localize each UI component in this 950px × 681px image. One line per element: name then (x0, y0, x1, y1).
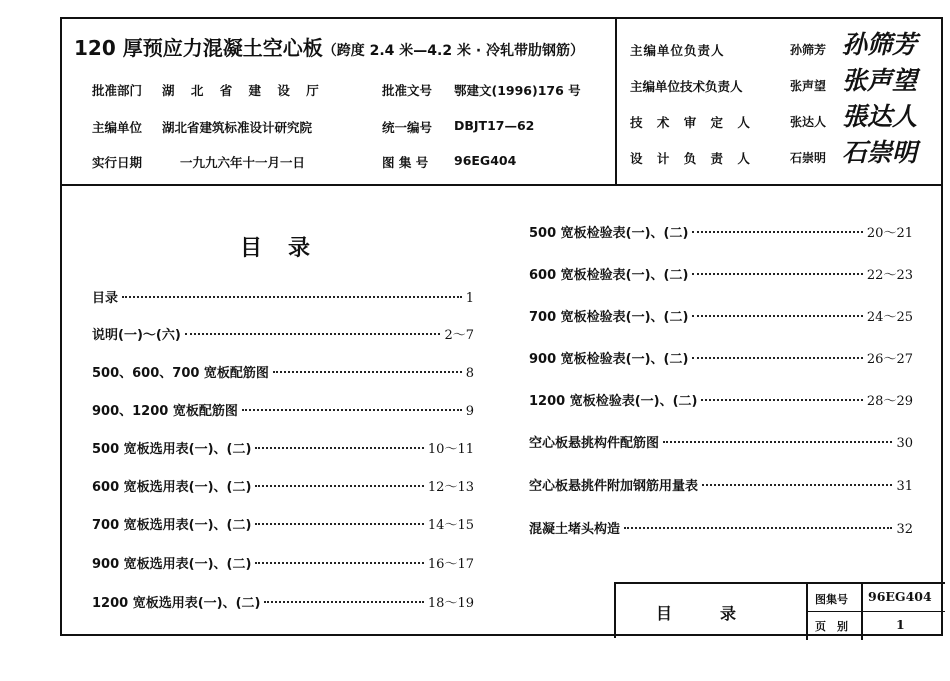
toc-item-title: 目录 (92, 291, 119, 306)
toc-item[interactable] (92, 438, 474, 456)
leader-dots (264, 601, 423, 603)
toc-item[interactable] (529, 264, 913, 282)
toc-item-title: 1200 宽板检验表(一)、(二) (529, 394, 698, 409)
toc-item-page: 24～25 (866, 310, 913, 325)
toc-item[interactable] (92, 553, 474, 571)
toc-item-page: 14～15 (427, 518, 474, 533)
leader-dots (701, 399, 862, 401)
leader-dots (122, 296, 462, 298)
toc-item-page: 28～29 (866, 394, 913, 409)
toc-item-title: 空心板悬挑件附加钢筋用量表 (529, 479, 699, 494)
toc-item-page: 12～13 (427, 480, 474, 495)
title-block-divider (861, 584, 863, 640)
resp-name-2: 张声望 (790, 79, 827, 93)
title-block-divider (806, 611, 945, 612)
leader-dots (624, 527, 892, 529)
unified-no-label: 统一编号 (382, 120, 433, 135)
leader-dots (702, 484, 892, 486)
toc-item-page: 10～11 (427, 442, 474, 457)
effective-date-label: 实行日期 (92, 155, 143, 170)
resp-role-4: 设 计 负 责 人 (630, 151, 755, 166)
toc-item-page: 22～23 (866, 268, 913, 283)
toc-item-page: 26～27 (866, 352, 913, 367)
toc-item[interactable] (529, 348, 913, 366)
toc-item[interactable] (92, 592, 474, 610)
title-block-page-label: 页 别 (815, 620, 848, 633)
editor-unit-label: 主编单位 (92, 120, 143, 135)
toc-item-title: 空心板悬挑构件配筋图 (529, 436, 660, 451)
toc-item-title: 1200 宽板选用表(一)、(二) (92, 596, 261, 611)
toc-item-title: 700 宽板选用表(一)、(二) (92, 518, 252, 533)
signature-4: 石崇明 (842, 138, 918, 167)
signature-2: 张声望 (842, 66, 918, 95)
resp-role-3: 技 术 审 定 人 (630, 115, 755, 130)
title-block-atlas-label: 图集号 (815, 593, 848, 606)
toc-item[interactable] (92, 514, 474, 532)
toc-item-page: 2～7 (444, 328, 474, 343)
document-title (74, 32, 584, 61)
leader-dots (255, 485, 423, 487)
atlas-no-label: 图 集 号 (382, 155, 429, 170)
toc-item-title: 500 宽板选用表(一)、(二) (92, 442, 252, 457)
title-main: 120 厚预应力混凝土空心板 (74, 36, 323, 60)
approval-doc-value: 鄂建文(1996)176 号 (454, 83, 581, 98)
toc-item-page: 18～19 (427, 596, 474, 611)
toc-item-page: 30 (896, 436, 913, 451)
toc-item[interactable] (529, 432, 913, 450)
leader-dots (255, 562, 423, 564)
toc-item[interactable] (92, 400, 474, 418)
approval-dept-value: 湖 北 省 建 设 厅 (162, 83, 325, 98)
drawing-frame (60, 17, 943, 636)
toc-item[interactable] (92, 324, 474, 342)
leader-dots (185, 333, 441, 335)
leader-dots (255, 523, 423, 525)
leader-dots (692, 231, 862, 233)
toc-item-title: 900 宽板选用表(一)、(二) (92, 557, 252, 572)
approval-doc-label: 批准文号 (382, 83, 433, 98)
toc-item-title: 600 宽板选用表(一)、(二) (92, 480, 252, 495)
toc-item-page: 16～17 (427, 557, 474, 572)
toc-item[interactable] (529, 222, 913, 240)
toc-item-title: 500 宽板检验表(一)、(二) (529, 226, 689, 241)
effective-date-value: 一九九六年十一月一日 (180, 155, 306, 170)
toc-item[interactable] (529, 475, 913, 493)
leader-dots (663, 441, 892, 443)
resp-name-4: 石崇明 (790, 151, 827, 165)
title-block-divider (806, 584, 808, 640)
toc-item-page: 32 (896, 522, 913, 537)
title-sub: （跨度 2.4 米—4.2 米 · 冷轧带肋钢筋） (322, 43, 585, 59)
toc-item-title: 900 宽板检验表(一)、(二) (529, 352, 689, 367)
atlas-no-value: 96EG404 (454, 153, 517, 168)
resp-name-1: 孙筛芳 (790, 43, 827, 57)
resp-role-2: 主编单位技术负责人 (630, 79, 743, 94)
toc-item-title: 说明(一)～(六) (92, 328, 181, 343)
toc-item-page: 8 (465, 366, 474, 381)
approval-dept-label: 批准部门 (92, 83, 143, 98)
signature-3: 張达人 (842, 102, 918, 131)
resp-role-1: 主编单位负责人 (630, 43, 725, 58)
toc-item[interactable] (92, 476, 474, 494)
toc-item-title: 混凝土堵头构造 (529, 522, 621, 537)
title-block-name: 目 录 (656, 604, 737, 623)
leader-dots (692, 357, 862, 359)
editor-unit-value: 湖北省建筑标准设计研究院 (162, 120, 313, 135)
toc-item-title: 500、600、700 宽板配筋图 (92, 366, 269, 381)
toc-item-page: 20～21 (866, 226, 913, 241)
signature-1: 孙筛芳 (842, 30, 918, 59)
toc-item[interactable] (529, 518, 913, 536)
leader-dots (692, 273, 862, 275)
toc-item-page: 31 (896, 479, 913, 494)
toc-item-title: 900、1200 宽板配筋图 (92, 404, 238, 419)
toc-item-page: 9 (465, 404, 474, 419)
toc-item-title: 600 宽板检验表(一)、(二) (529, 268, 689, 283)
toc-title: 目 录 (240, 236, 313, 261)
leader-dots (273, 371, 462, 373)
leader-dots (692, 315, 862, 317)
toc-item[interactable] (92, 362, 474, 380)
title-block-page-value: 1 (896, 617, 905, 632)
leader-dots (242, 409, 462, 411)
title-block-atlas-value: 96EG404 (868, 589, 932, 604)
toc-item[interactable] (529, 306, 913, 324)
toc-item-title: 700 宽板检验表(一)、(二) (529, 310, 689, 325)
header-divider (615, 19, 617, 184)
unified-no-value: DBJT17—62 (454, 118, 535, 133)
leader-dots (255, 447, 423, 449)
toc-item[interactable] (92, 287, 474, 305)
resp-name-3: 张达人 (790, 115, 827, 129)
title-block (614, 582, 945, 638)
toc-item-page: 1 (465, 291, 474, 306)
header-bottom-rule (62, 184, 941, 186)
toc-item[interactable] (529, 390, 913, 408)
